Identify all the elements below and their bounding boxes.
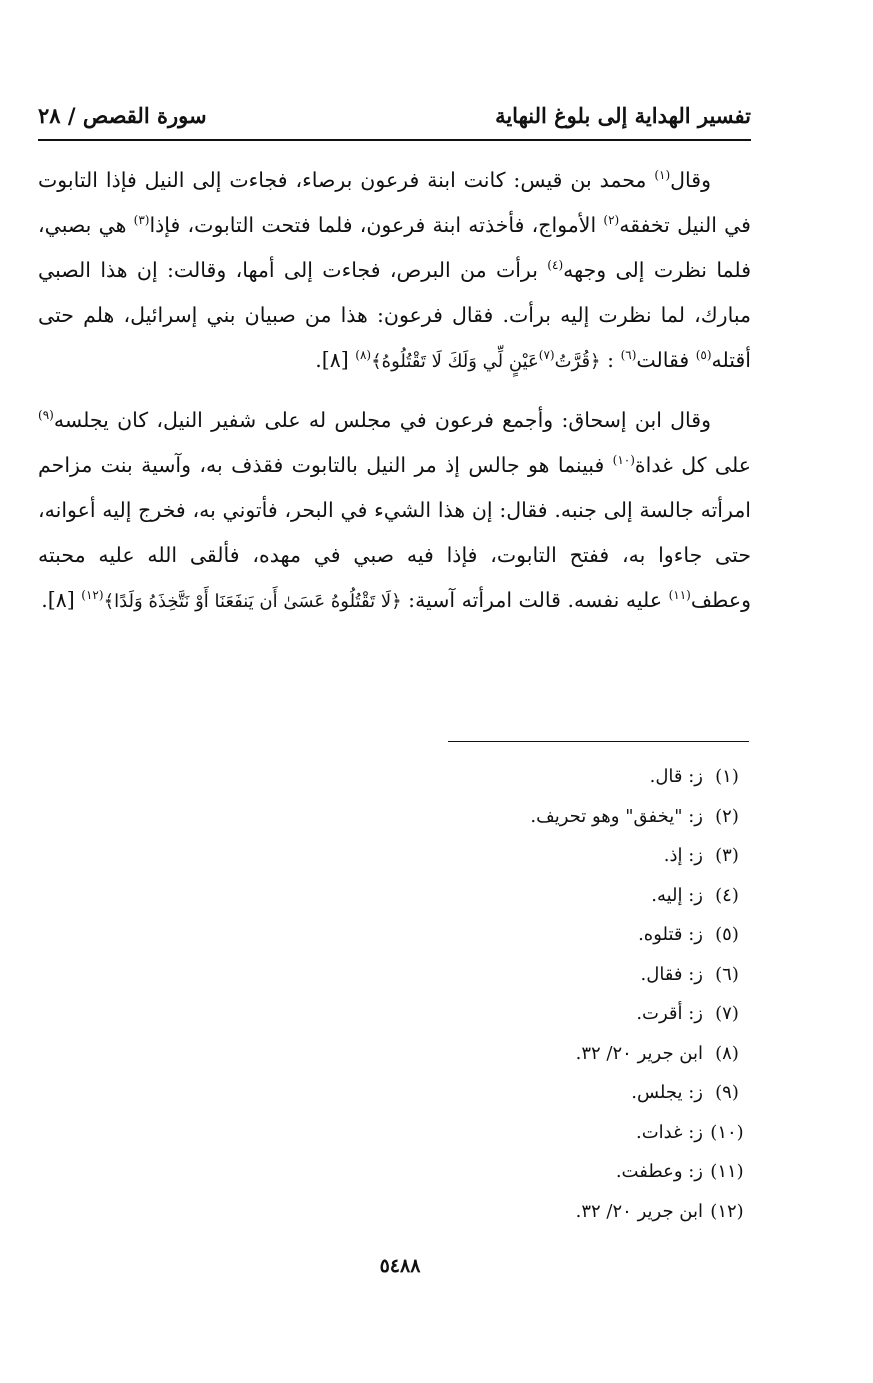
page-number: ٥٤٨٨ bbox=[379, 1255, 421, 1277]
footnote-item bbox=[251, 915, 751, 955]
footnote-item bbox=[251, 955, 751, 995]
footnote-number: (٦) bbox=[715, 963, 739, 985]
footnote-number: (١) bbox=[715, 766, 739, 787]
footnote-number: (٣) bbox=[715, 845, 739, 866]
text-run: [٨]. bbox=[315, 348, 356, 372]
book-title: تفسير الهداية إلى بلوغ النهاية bbox=[495, 103, 751, 128]
footnote-ref-9: (٩) bbox=[38, 408, 54, 423]
main-text bbox=[38, 158, 751, 638]
footnote-number: (٢) bbox=[715, 805, 739, 827]
text-run: الأمواج، فأخذته ابنة فرعون، فلما فتحت التابوت، فإذا bbox=[149, 213, 604, 237]
text-run: : bbox=[600, 348, 621, 372]
footnote-ref-7: (٧) bbox=[538, 348, 555, 363]
footnote-ref-4: (٤) bbox=[547, 258, 564, 273]
text-run: هي بصبي، فلما نظرت إلى وجهه bbox=[38, 213, 751, 282]
footnote-ref-6: (٦) bbox=[620, 348, 637, 363]
footnote-number: (٥) bbox=[715, 924, 739, 945]
text-run: وقال ابن إسحاق: وأجمع فرعون في مجلس له على شفير النيل، كان يجلسه bbox=[53, 408, 711, 432]
footnote-ref-1: (١) bbox=[654, 168, 671, 183]
text-run: [٨]. bbox=[41, 588, 82, 612]
footnote-item bbox=[251, 876, 751, 916]
footnote-number: (١٢) bbox=[710, 1200, 744, 1222]
footnote-ref-12: (١٢) bbox=[81, 588, 104, 603]
footnote-item bbox=[251, 1073, 751, 1113]
text-run: برأت من البرص، فجاءت إلى أمها، وقالت: إن هذا الصبي مبارك، لما نظرت إليه برأت. فقال فرعون: هذا من صبيان بني إسرائيل، هلم حتى أقتله bbox=[38, 258, 751, 372]
footnote-ref-10: (١٠) bbox=[612, 453, 635, 468]
footnote-divider bbox=[448, 741, 749, 742]
footnote-ref-8: (٨) bbox=[355, 348, 372, 363]
running-header bbox=[38, 88, 751, 128]
footnote-number: (١٠) bbox=[710, 1121, 744, 1143]
footnote-text: ز: وعطفت. bbox=[615, 1161, 703, 1182]
quran-verse: ﴿قُرَّتُ bbox=[554, 351, 601, 372]
footnote-item bbox=[251, 1113, 751, 1153]
footnote-item bbox=[251, 1192, 751, 1232]
header-divider bbox=[38, 139, 751, 141]
footnote-item bbox=[251, 836, 751, 876]
footnote-text: ز: إليه. bbox=[651, 884, 703, 906]
footnote-number: (١١) bbox=[710, 1161, 744, 1182]
footnote-text: ز: قتلوه. bbox=[638, 924, 703, 945]
footnote-item bbox=[251, 994, 751, 1034]
footnote-text: ابن جرير ٢٠/ ٣٢. bbox=[575, 1042, 703, 1064]
footnote-item bbox=[251, 1034, 751, 1074]
footnotes-list bbox=[251, 757, 751, 1231]
paragraph-1 bbox=[38, 158, 751, 384]
footnote-text: ز: فقال. bbox=[640, 963, 703, 985]
quran-verse: عَيْنٍ لِّي وَلَكَ لَا تَقْتُلُوهُ﴾ bbox=[371, 351, 539, 372]
footnote-ref-11: (١١) bbox=[668, 588, 691, 603]
text-run: على كل غداة bbox=[634, 453, 751, 477]
footnote-text: ز: قال. bbox=[649, 766, 703, 787]
text-run: عليه نفسه. قالت امرأته آسية: bbox=[401, 588, 669, 612]
footnote-ref-3: (٣) bbox=[133, 213, 150, 228]
footnote-number: (٧) bbox=[715, 1003, 739, 1024]
footnote-text: ز: إذ. bbox=[663, 845, 703, 866]
footnote-text: ابن جرير ٢٠/ ٣٢. bbox=[575, 1200, 703, 1222]
text-run: فقالت bbox=[636, 348, 696, 372]
text-run: وقال bbox=[670, 168, 711, 192]
footnote-number: (٨) bbox=[715, 1042, 739, 1064]
quran-verse: ﴿لَا تَقْتُلُوهُ عَسَىٰ أَن يَنفَعَنَا أَوْ نَتَّخِذَهُ وَلَدًا﴾ bbox=[103, 591, 402, 612]
footnote-item bbox=[251, 757, 751, 797]
chapter-title: سورة القصص / ٢٨ bbox=[38, 103, 207, 128]
paragraph-2 bbox=[38, 398, 751, 624]
footnote-ref-2: (٢) bbox=[603, 213, 620, 228]
footnote-item bbox=[251, 797, 751, 837]
footnote-text: ز: غدات. bbox=[635, 1121, 703, 1143]
text-run: محمد بن قيس: كانت ابنة فرعون برصاء، فجاءت إلى النيل فإذا التابوت في النيل تخفقه bbox=[38, 168, 751, 237]
footnote-item bbox=[251, 1152, 751, 1192]
footnote-text: ز: يجلس. bbox=[631, 1082, 703, 1103]
footnote-number: (٩) bbox=[715, 1082, 739, 1103]
footnote-text: ز: أقرت. bbox=[636, 1003, 703, 1024]
footnote-number: (٤) bbox=[715, 884, 739, 906]
text-run: فبينما هو جالس إذ مر النيل بالتابوت فقذف به، وآسية بنت مزاحم امرأته جالسة إلى جنبه. فقال: إن هذا الشيء في البحر، فأتوني به، فخرج إليه أعوانه، حتى جاءوا به، ففتح التابوت، فإذا فيه صبي في مهده، فألقى الله عليه محبته وعطف bbox=[38, 453, 751, 612]
footnote-text: ز: "يخفق" وهو تحريف. bbox=[530, 805, 703, 827]
footnote-ref-5: (٥) bbox=[695, 348, 712, 363]
